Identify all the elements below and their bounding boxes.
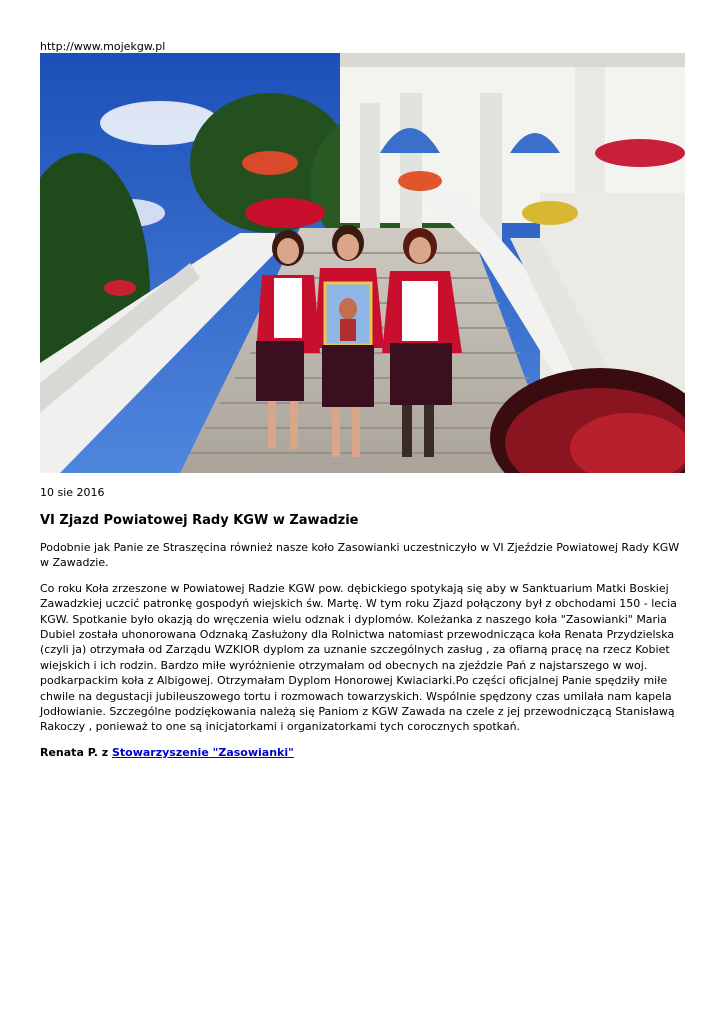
article-body	[40, 540, 686, 770]
article-paragraph: Co roku Koła zrzeszone w Powiatowej Radzie KGW pow. dębickiego spotykają się aby w Sanktuarium Matki Boskiej Zawadzkiej uczcić patronkę gospodyń wiejskich św. Martę. W tym roku Zjazd połączony był z obchodami 150 - lecia KGW. Spotkanie było okazją do wręczenia wielu odznak i dyplomów. Koleżanka z naszego koła "Zasowianki" Maria Dubiel została uhonorowana Odznaką Zasłużony dla Rolnictwa natomiast przewodnicząca koła Renata Przydzielska (czyli ja) otrzymała od Zarządu WZKIOR dyplom za uznanie szczególnych zasług , za ofiarną pracę na rzecz Kobiet wiejskich i ich rodzin. Bardzo miłe wyróżnienie otrzymałam od obecnych na zjeździe Pań z najstarszego w woj. podkarpackim koła z Albigowej. Otrzymałam Dyplom Honorowej Kwiaciarki.Po części oficjalnej Panie spędziły miłe chwile na degustacji jubileuszowego tortu i rozmowach towarzyskich. Wspólnie spędzony czas umilała nam kapela Jodłowianie. Szczególne podziękowania należą się Paniom z KGW Zawada na czele z jej przewodniczącą Stanisławą Rakoczy , ponieważ to one są inicjatorkami i organizatorkami tych corocznych spotkań.	[40, 581, 677, 734]
author-line	[40, 745, 686, 760]
article-title: VI Zjazd Powiatowej Rady KGW w Zawadzie	[40, 513, 359, 528]
source-url: http://www.mojekgw.pl	[40, 40, 166, 53]
article-paragraph: Podobnie jak Panie ze Straszęcina również nasze koło Zasowianki uczestniczyło w VI Zjeździe Powiatowej Rady KGW w Zawadzie.	[40, 541, 680, 570]
association-link[interactable]: Stowarzyszenie "Zasowianki"	[111, 745, 294, 759]
article-date: 10 sie 2016	[40, 486, 105, 499]
article-photo	[40, 53, 685, 473]
author-prefix: Renata P. z	[40, 745, 112, 759]
